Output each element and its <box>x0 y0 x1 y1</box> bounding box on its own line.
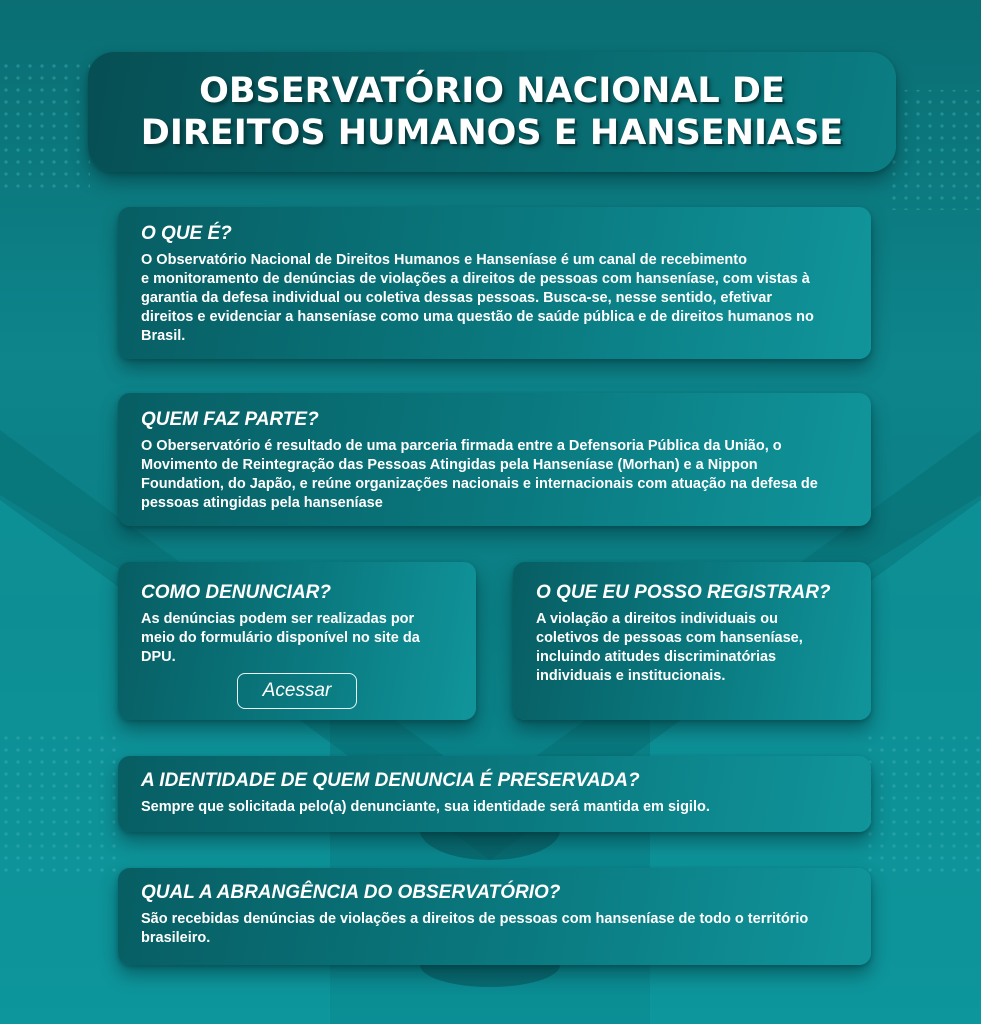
body-line: Movimento de Reintegração das Pessoas Atingidas pela Hanseníase (Morhan) e a Nippon <box>141 457 758 473</box>
dots-top-left <box>0 60 90 190</box>
section-body <box>141 610 476 667</box>
section-identidade <box>118 756 871 832</box>
section-heading: A IDENTIDADE DE QUEM DENUNCIA É PRESERVADA? <box>141 770 640 791</box>
body-line: Foundation, do Japão, e reúne organizações nacionais e internacionais com atuação na defesa de <box>141 476 818 492</box>
section-heading: O QUE EU POSSO REGISTRAR? <box>536 582 831 603</box>
section-o-que-registrar <box>513 562 871 720</box>
dots-mid-right <box>860 730 981 880</box>
body-line: As denúncias podem ser realizadas por <box>141 611 415 627</box>
body-line: São recebidas denúncias de violações a direitos de pessoas com hanseníase de todo o território <box>141 911 809 927</box>
dots-top-right <box>890 90 981 210</box>
body-line: incluindo atitudes discriminatórias <box>536 649 777 665</box>
section-heading: O QUE É? <box>141 223 232 244</box>
section-heading: QUAL A ABRANGÊNCIA DO OBSERVATÓRIO? <box>141 882 561 903</box>
body-line: O Observatório Nacional de Direitos Humanos e Hanseníase é um canal de recebimento <box>141 252 747 268</box>
section-heading: QUEM FAZ PARTE? <box>141 409 319 430</box>
body-line: e monitoramento de denúncias de violações a direitos de pessoas com hanseníase, com vistas à <box>141 271 810 287</box>
section-como-denunciar <box>118 562 476 720</box>
section-body <box>536 610 871 686</box>
body-line: Brasil. <box>141 328 186 344</box>
body-line: coletivos de pessoas com hanseníase, <box>536 630 803 646</box>
body-line: brasileiro. <box>141 930 211 946</box>
body-line: Sempre que solicitada pelo(a) denunciante, sua identidade será mantida em sigilo. <box>141 799 710 815</box>
title-banner <box>88 52 896 172</box>
page-title-line-1: OBSERVATÓRIO NACIONAL DE <box>199 71 785 111</box>
section-body <box>141 798 871 817</box>
section-body <box>141 251 871 346</box>
body-line: direitos e evidenciar a hanseníase como uma questão de saúde pública e de direitos humanos no <box>141 309 814 325</box>
page-title-line-2: DIREITOS HUMANOS E HANSENIASE <box>140 113 844 153</box>
dots-mid-left <box>0 730 120 880</box>
section-body <box>141 437 871 513</box>
section-body <box>141 910 871 948</box>
section-quem-faz-parte <box>118 393 871 526</box>
body-line: meio do formulário disponível no site da <box>141 630 420 646</box>
section-o-que-e <box>118 207 871 359</box>
body-line: individuais e institucionais. <box>536 668 726 684</box>
section-abrangencia <box>118 868 871 965</box>
acessar-button[interactable]: Acessar <box>237 673 357 709</box>
body-line: A violação a direitos individuais ou <box>536 611 778 627</box>
body-line: DPU. <box>141 649 176 665</box>
section-heading: COMO DENUNCIAR? <box>141 582 331 603</box>
body-line: pessoas atingidas pela hanseníase <box>141 495 383 511</box>
body-line: O Oberservatório é resultado de uma parceria firmada entre a Defensoria Pública da União, o <box>141 438 782 454</box>
body-line: garantia da defesa individual ou coletiva dessas pessoas. Busca-se, nesse sentido, efetivar <box>141 290 773 306</box>
